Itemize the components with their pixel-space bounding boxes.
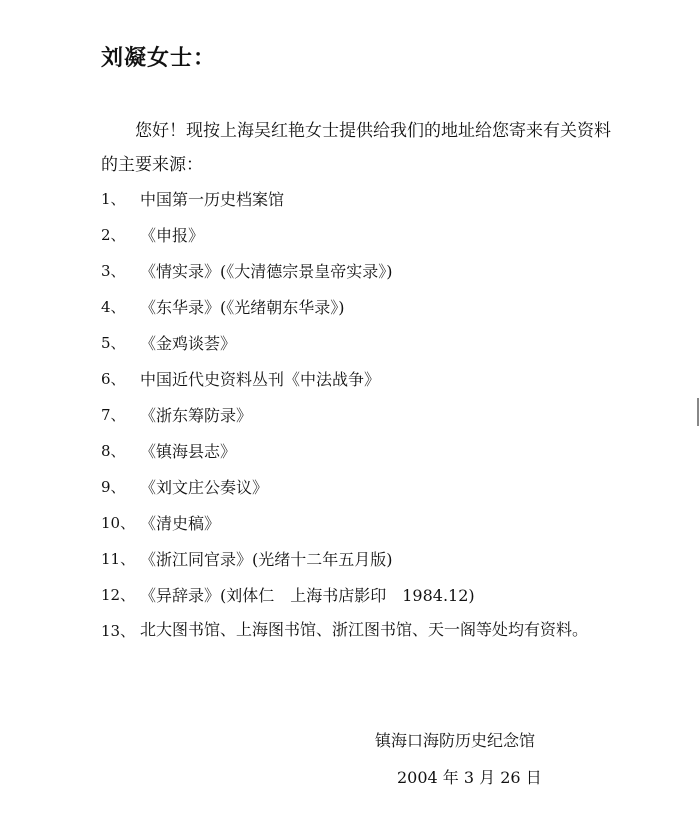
list-item: [0, 292, 699, 322]
item-text: 《浙江同官录》(光绪十二年五月版): [140, 550, 393, 569]
item-text: 《刘文庄公奏议》: [140, 478, 269, 497]
item-number: 5、: [101, 334, 126, 352]
item-text: 《异辞录》(刘体仁 上海书店影印 1984.12): [140, 586, 475, 605]
list-item: [0, 616, 699, 646]
list-item: [0, 364, 699, 394]
item-text: 《清史稿》: [140, 514, 221, 533]
signature-organization: 镇海口海防历史纪念馆: [375, 731, 536, 750]
item-number: 13、: [101, 622, 136, 640]
signature-date: 2004 年 3 月 26 日: [397, 768, 542, 787]
list-item: [0, 184, 699, 214]
list-item: [0, 220, 699, 250]
item-number: 10、: [101, 514, 136, 532]
item-number: 12、: [101, 586, 136, 604]
item-text: 中国近代史资料丛刊《中法战争》: [140, 370, 381, 389]
item-text: 《东华录》(《光绪朝东华录》): [140, 298, 345, 317]
item-number: 9、: [101, 478, 126, 496]
list-item: [0, 256, 699, 286]
item-number: 4、: [101, 298, 126, 316]
item-number: 6、: [101, 370, 126, 388]
intro-paragraph: 您好！现按上海吴红艳女士提供给我们的地址给您寄来有关资料的主要来源：: [101, 121, 611, 175]
salutation: 刘凝女士：: [101, 45, 217, 71]
item-text: 《情实录》(《大清德宗景皇帝实录》): [140, 262, 393, 281]
list-item: [0, 472, 699, 502]
item-text: 北大图书馆、上海图书馆、浙江图书馆、天一阁等处均有资料。: [140, 620, 589, 639]
list-item: [0, 508, 699, 538]
list-item: [0, 328, 699, 358]
item-number: 11、: [101, 550, 136, 568]
item-text: 《申报》: [140, 226, 205, 245]
list-item: [0, 544, 699, 574]
list-item: [0, 580, 699, 610]
item-number: 3、: [101, 262, 126, 280]
item-text: 《浙东筹防录》: [140, 406, 253, 425]
item-text: 《金鸡谈荟》: [140, 334, 237, 353]
list-item: [0, 436, 699, 466]
item-number: 7、: [101, 406, 126, 424]
list-item: [0, 400, 699, 430]
item-number: 8、: [101, 442, 126, 460]
item-number: 1、: [101, 190, 126, 208]
item-text: 中国第一历史档案馆: [140, 190, 285, 209]
item-text: 《镇海县志》: [140, 442, 237, 461]
item-number: 2、: [101, 226, 126, 244]
